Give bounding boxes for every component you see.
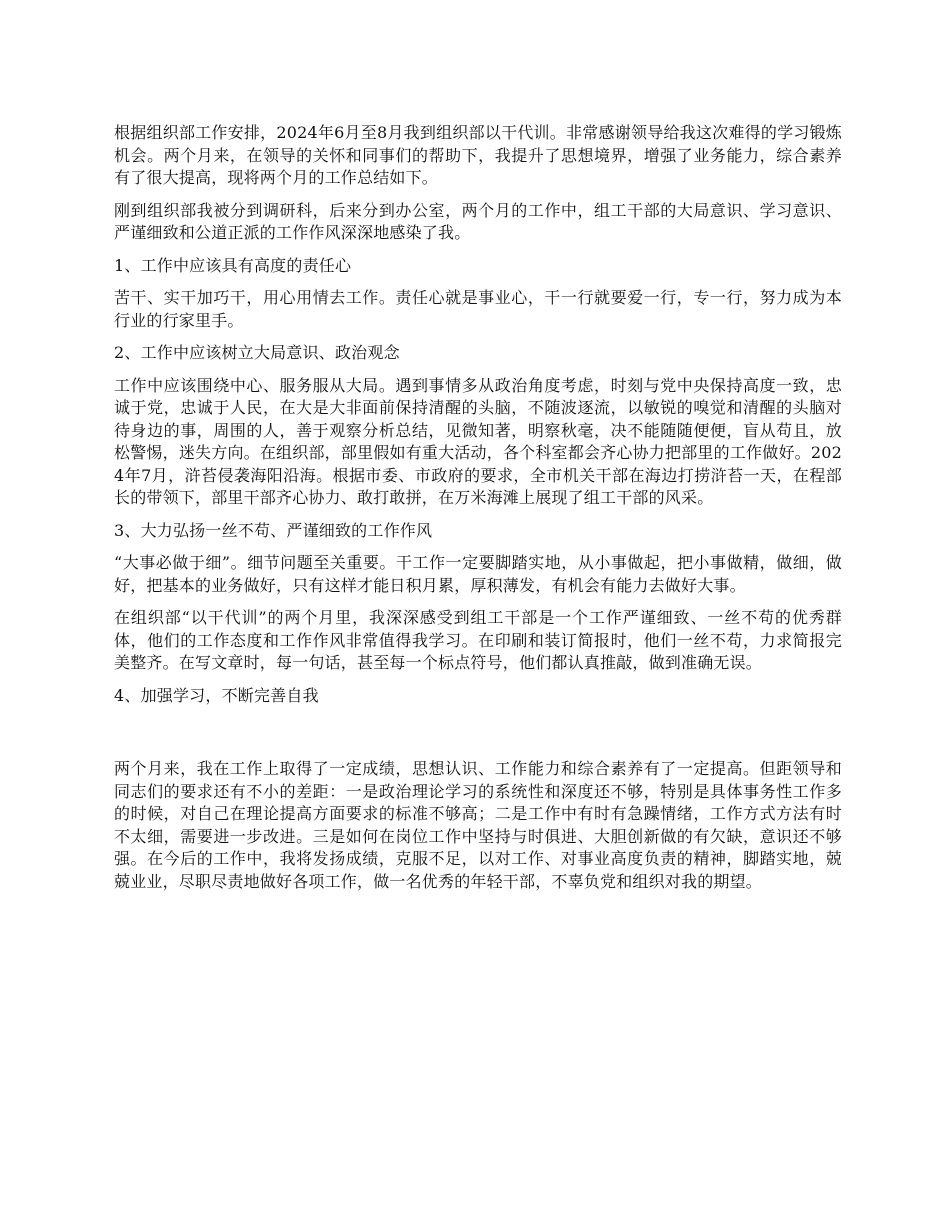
paragraph-training-experience: 在组织部“以干代训”的两个月里，我深深感受到组工干部是一个工作严谨细致、一丝不苟的优秀群体，他们的工作态度和工作作风非常值得我学习。在印刷和装订简报时，他们一丝不苟，力求简报完美整齐。在写文章时，每一句话，甚至每一个标点符号，他们都认真推敲，做到准确无误。 xyxy=(114,608,842,672)
section-heading-4: 4、加强学习，不断完善自我 xyxy=(114,685,319,705)
document-body xyxy=(114,122,842,903)
paragraph-responsibility: 苦干、实干加巧干，用心用情去工作。责任心就是事业心，干一行就要爱一行，专一行，努力成为本行业的行家里手。 xyxy=(114,288,842,330)
paragraph-conclusion: 两个月来，我在工作上取得了一定成绩，思想认识、工作能力和综合素养有了一定提高。但距领导和同志们的要求还有不小的差距：一是政治理论学习的系统性和深度还不够，特别是具体事务性工作多的时候，对自己在理论提高方面要求的标准不够高；二是工作中有时有急躁情绪，工作方式方法有时不太细，需要进一步改进。三是如何在岗位工作中坚持与时俱进、大胆创新做的有欠缺，意识还不够强。在今后的工作中，我将发扬成绩，克服不足，以对工作、对事业高度负责的精神，脚踏实地，兢兢业业，尽职尽责地做好各项工作，做一名优秀的年轻干部，不辜负党和组织对我的期望。 xyxy=(114,759,842,891)
section-heading-2: 2、工作中应该树立大局意识、政治观念 xyxy=(114,343,400,362)
paragraph-intro: 根据组织部工作安排，2024年6月至8月我到组织部以干代训。非常感谢领导给我这次难得的学习锻炼机会。两个月来，在领导的关怀和同事们的帮助下，我提升了思想境界，增强了业务能力，综合素养有了很大提高，现将两个月的工作总结如下。 xyxy=(114,123,842,187)
section-heading-1: 1、工作中应该具有高度的责任心 xyxy=(114,255,352,275)
paragraph-details: “大事必做于细”。细节问题至关重要。干工作一定要脚踏实地，从小事做起，把小事做精，做细，做好，把基本的业务做好，只有这样才能日积月累，厚积薄发，有机会有能力去做好大事。 xyxy=(114,553,842,595)
paragraph-assignment: 刚到组织部我被分到调研科，后来分到办公室，两个月的工作中，组工干部的大局意识、学习意识、严谨细致和公道正派的工作作风深深地感染了我。 xyxy=(114,200,842,242)
paragraph-big-picture: 工作中应该围绕中心、服务服从大局。遇到事情多从政治角度考虑，时刻与党中央保持高度一致，忠诚于党，忠诚于人民，在大是大非面前保持清醒的头脑，不随波逐流，以敏锐的嗅觉和清醒的头脑对待身边的事，周围的人，善于观察分析总结，见微知著，明察秋毫，决不能随随便便，盲从苟且，放松警惕，迷失方向。在组织部，部里假如有重大活动，各个科室都会齐心协力把部里的工作做好。2024年7月，浒苔侵袭海阳沿海。根据市委、市政府的要求，全市机关干部在海边打捞浒苔一天，在程部长的带领下，部里干部齐心协力、敢打敢拼，在万米海滩上展现了组工干部的风采。 xyxy=(114,375,842,507)
section-heading-3: 3、大力弘扬一丝不苟、严谨细致的工作作风 xyxy=(114,520,433,540)
blank-space xyxy=(114,717,842,758)
